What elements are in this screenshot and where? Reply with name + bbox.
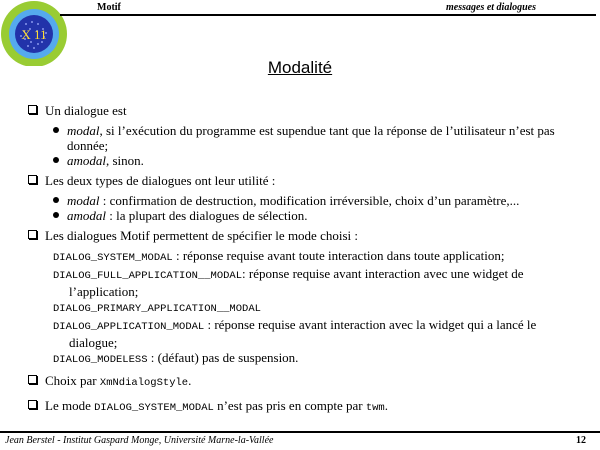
slide-content — [28, 103, 576, 421]
bullet-item-note: Le mode DIALOG_SYSTEM_MODAL n’est pas pris en compte par twm. — [28, 398, 576, 416]
mode-item — [53, 299, 576, 317]
sub-item — [49, 193, 576, 208]
mode-item — [53, 317, 576, 350]
square-bullet-icon — [28, 375, 37, 384]
round-bullet-icon — [53, 197, 59, 203]
mode-code: DIALOG_MODELESS — [53, 354, 148, 366]
footer-rule — [0, 431, 600, 433]
bullet-text: Un dialogue est — [45, 103, 127, 118]
footer-author: Jean Berstel - Institut Gaspard Monge, Université Marne-la-Vallée — [5, 435, 274, 446]
sub-text: , sinon. — [106, 153, 144, 168]
mode-item — [53, 248, 576, 266]
term: amodal — [67, 153, 106, 168]
mode-text: : réponse requise avant interaction avec une widget de l’application; — [69, 266, 524, 299]
bullet-item-choice: Choix par XmNdialogStyle. — [28, 373, 576, 391]
mode-list — [53, 248, 576, 368]
square-bullet-icon — [28, 400, 37, 409]
sub-item — [49, 208, 576, 223]
mode-code: DIALOG_SYSTEM_MODAL — [94, 402, 214, 414]
sub-text: : la plupart des dialogues de sélection. — [106, 208, 308, 223]
header-chapter-title: messages et dialogues — [446, 2, 536, 13]
term: modal — [67, 193, 100, 208]
mode-code: DIALOG_FULL_APPLICATION__MODAL — [53, 270, 243, 282]
sub-text: : confirmation de destruction, modification irréversible, choix d’un paramètre,... — [99, 193, 520, 208]
slide-title: Modalité — [267, 58, 333, 77]
mode-text: : réponse requise avant toute interaction dans toute application; — [172, 248, 505, 263]
bullet-text: Les deux types de dialogues ont leur utilité : — [45, 173, 276, 188]
term: amodal — [67, 208, 106, 223]
mode-code: DIALOG_SYSTEM_MODAL — [53, 252, 173, 264]
round-bullet-icon — [53, 127, 59, 133]
mode-item — [53, 350, 576, 368]
logo-text: X 11 — [21, 27, 47, 42]
bullet-item — [28, 173, 576, 223]
header-rule — [60, 14, 596, 16]
mode-text: : réponse requise avant interaction avec la widget qui a lancé le dialogue; — [69, 317, 537, 350]
square-bullet-icon — [28, 105, 37, 114]
mode-text: : (défaut) pas de suspension. — [147, 350, 299, 365]
header-course-title: Motif — [97, 2, 121, 13]
square-bullet-icon — [28, 175, 37, 184]
square-bullet-icon — [28, 230, 37, 239]
sub-list — [49, 193, 576, 223]
round-bullet-icon — [53, 157, 59, 163]
x11-logo — [0, 0, 70, 66]
resource-code: XmNdialogStyle — [99, 377, 189, 389]
term: modal — [67, 123, 100, 138]
sub-item — [49, 123, 576, 153]
bullet-item — [28, 103, 576, 168]
mode-item — [53, 266, 576, 299]
wm-code: twm — [365, 402, 385, 414]
sub-list — [49, 123, 576, 168]
mode-code: DIALOG_APPLICATION_MODAL — [53, 321, 205, 333]
bullet-text: Les dialogues Motif permettent de spécifier le mode choisi : — [45, 228, 358, 243]
sub-text: , si l’exécution du programme est supendue tant que la réponse de l’utilisateur n’est pas donnée; — [67, 123, 555, 153]
round-bullet-icon — [53, 212, 59, 218]
page-number: 12 — [576, 435, 586, 446]
sub-item — [49, 153, 576, 168]
bullet-item — [28, 228, 576, 368]
mode-code: DIALOG_PRIMARY_APPLICATION__MODAL — [53, 303, 261, 315]
